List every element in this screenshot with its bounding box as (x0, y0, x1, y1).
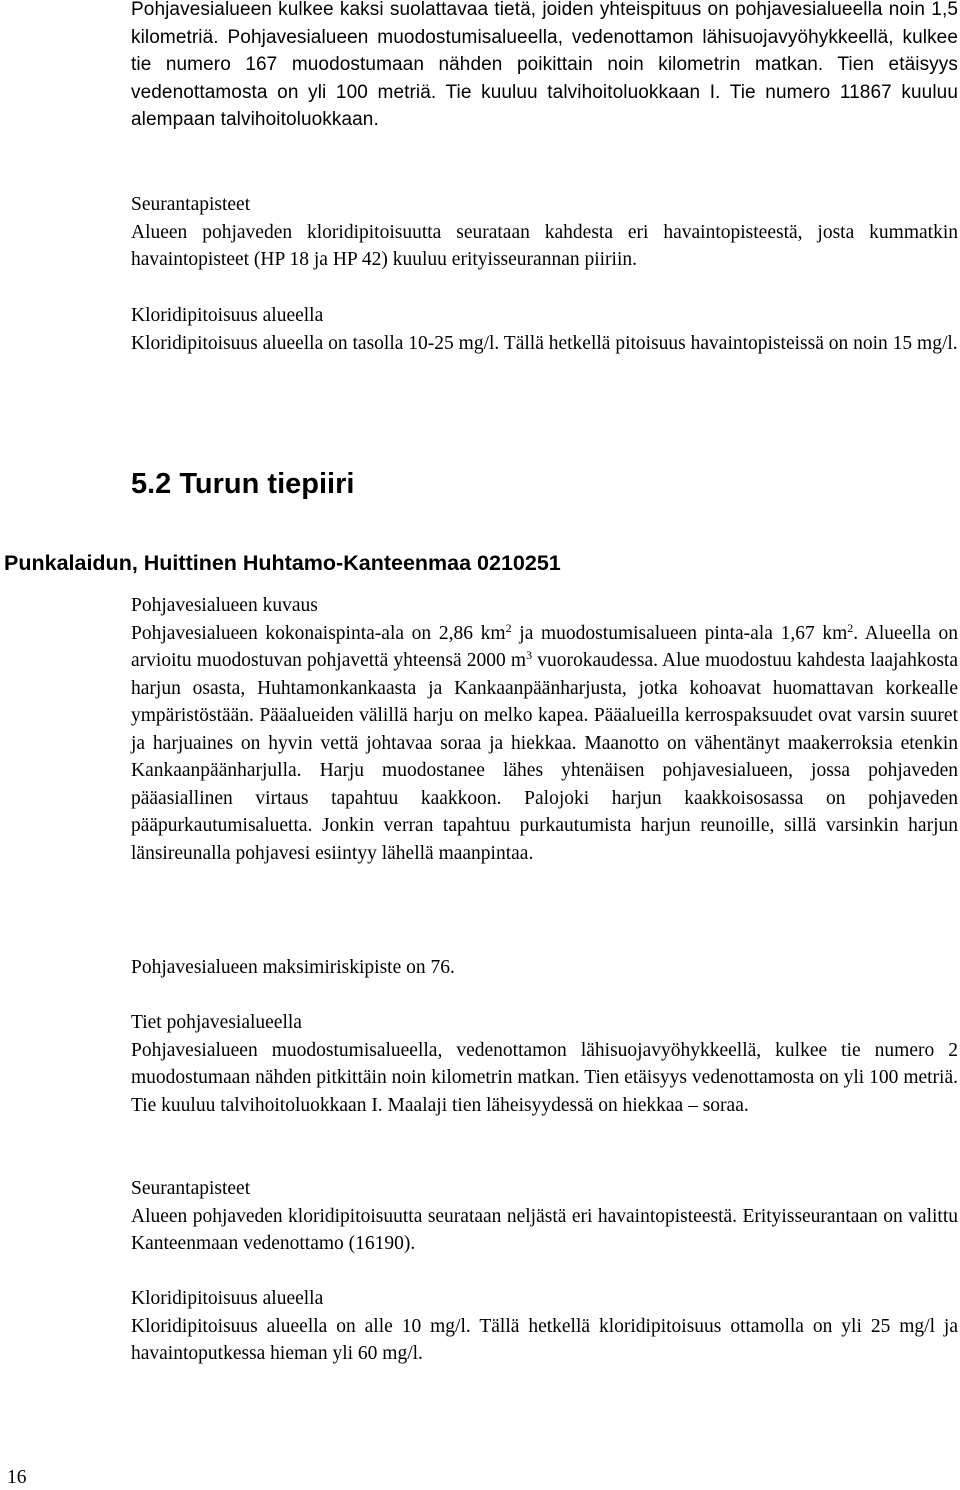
intro-text-b: Tie kuuluu talvihoitoluokkaan I. Tie numero 11867 kuuluu alempaan talvihoitoluokkaan. (131, 81, 958, 130)
kuvaus-sup-1: 2 (505, 620, 512, 635)
seuranta-text-2: Alueen pohjaveden kloridipitoisuutta seurataan neljästä eri havaintopisteestä. Erityisseurantaan on valittu Kanteenmaan vedenottamo (16190). (131, 1205, 958, 1254)
seuranta-block-2 (131, 1175, 958, 1258)
tiet-block (131, 1009, 958, 1119)
seuranta-heading-2: Seurantapisteet (131, 1178, 251, 1199)
kloridi-heading-1: Kloridipitoisuus alueella (131, 305, 324, 326)
kloridi-heading-2: Kloridipitoisuus alueella (131, 1288, 324, 1309)
kuvaus-heading: Pohjavesialueen kuvaus (131, 595, 318, 616)
kuvaus-text-4: vuorokaudessa. Alue muodostuu kahdesta laajahkosta harjun osasta, Huhtamonkankaasta ja Kankaanpäänharjusta, jotka kohoavat huomattavan korkealle ympäristöstään. Pääalueiden välillä harju on melko kapea. Pääalueilla kerrospaksuudet ovat varsin suuret ja harjuaines on hyvin vettä johtavaa soraa ja hiekkaa. Maanotto on vähentänyt maakerroksia etenkin Kankaanpäänharjulla. Harju muodostanee lähes yhtenäisen pohjavesialueen, jossa pohjaveden pääasiallinen virtaus tapahtuu kaakkoon. Palojoki harjun kaakkoisosassa on pohjaveden pääpurkautumisaluetta. Jonkin verran tapahtuu purkautumista harjun reunoille, sillä varsinkin harjun länsireunalla pohjavesi esiintyy lähellä maanpintaa. (131, 650, 959, 864)
kuvaus-text (131, 620, 958, 868)
riski-text: Pohjavesialueen maksimiriskipiste on 76. (131, 957, 455, 978)
tiet-text: Pohjavesialueen muodostumisalueella, vedenottamon lähisuojavyöhykkeellä, kulkee tie numero 2 muodostumaan nähden pitkittäin noin kilometrin matkan. Tien etäisyys vedenottamosta on yli 100 metriä. Tie kuuluu talvihoitoluokkaan I. Maalaji tien läheisyydessä on hiekkaa – soraa. (131, 1039, 958, 1116)
kuvaus-text-1: Pohjavesialueen kokonaispinta-ala on 2,86 km (131, 622, 506, 644)
riski-block (131, 954, 958, 982)
kuvaus-text-2: ja muodostumisalueen pinta-ala 1,67 km (511, 622, 848, 644)
kloridi-block-2 (131, 1285, 958, 1368)
seuranta-heading-1: Seurantapisteet (131, 194, 251, 215)
intro-block (131, 0, 958, 134)
kuvaus-sup-2: 2 (847, 620, 854, 635)
intro-paragraph (131, 0, 958, 134)
kuvaus-text-3: . Alueella on arvioitu muodostuvan pohjavettä yhteensä 2000 m (131, 622, 958, 671)
seuranta-text-1: Alueen pohjaveden kloridipitoisuutta seurataan kahdesta eri havaintopisteestä, josta kummatkin havaintopisteet (HP 18 ja HP 42) kuuluu erityisseurannan piiriin. (131, 221, 958, 270)
kuvaus-sup-3: 3 (526, 648, 533, 662)
seuranta-block-1 (131, 191, 958, 274)
section-heading: 5.2 Turun tiepiiri (131, 468, 355, 500)
kloridi-text-1: Kloridipitoisuus alueella on tasolla 10-25 mg/l. Tällä hetkellä pitoisuus havaintopisteissä on noin 15 mg/l. (131, 332, 958, 354)
page-number: 16 (7, 1467, 27, 1488)
area-heading: Punkalaidun, Huittinen Huhtamo-Kanteenmaa 0210251 (4, 551, 561, 575)
kuvaus-block (131, 592, 958, 867)
kloridi-text-2: Kloridipitoisuus alueella on alle 10 mg/l. Tällä hetkellä kloridipitoisuus ottamolla on yli 25 mg/l ja havaintoputkessa hieman yli 60 mg/l. (131, 1315, 958, 1364)
tiet-heading: Tiet pohjavesialueella (131, 1012, 302, 1033)
kloridi-block-1 (131, 302, 958, 357)
intro-text-a: Pohjavesialueen kulkee kaksi suolattavaa tietä, joiden yhteispituus on pohjavesialueella noin 1,5 kilometriä. Pohjavesialueen muodostumisalueella, vedenottamon lähisuojavyöhykkeellä, kulkee tie numero 167 muodostumaan nähden poikittain noin kilometrin matkan. Tien etäisyys vedenottamosta on yli 100 metriä. (131, 0, 958, 103)
